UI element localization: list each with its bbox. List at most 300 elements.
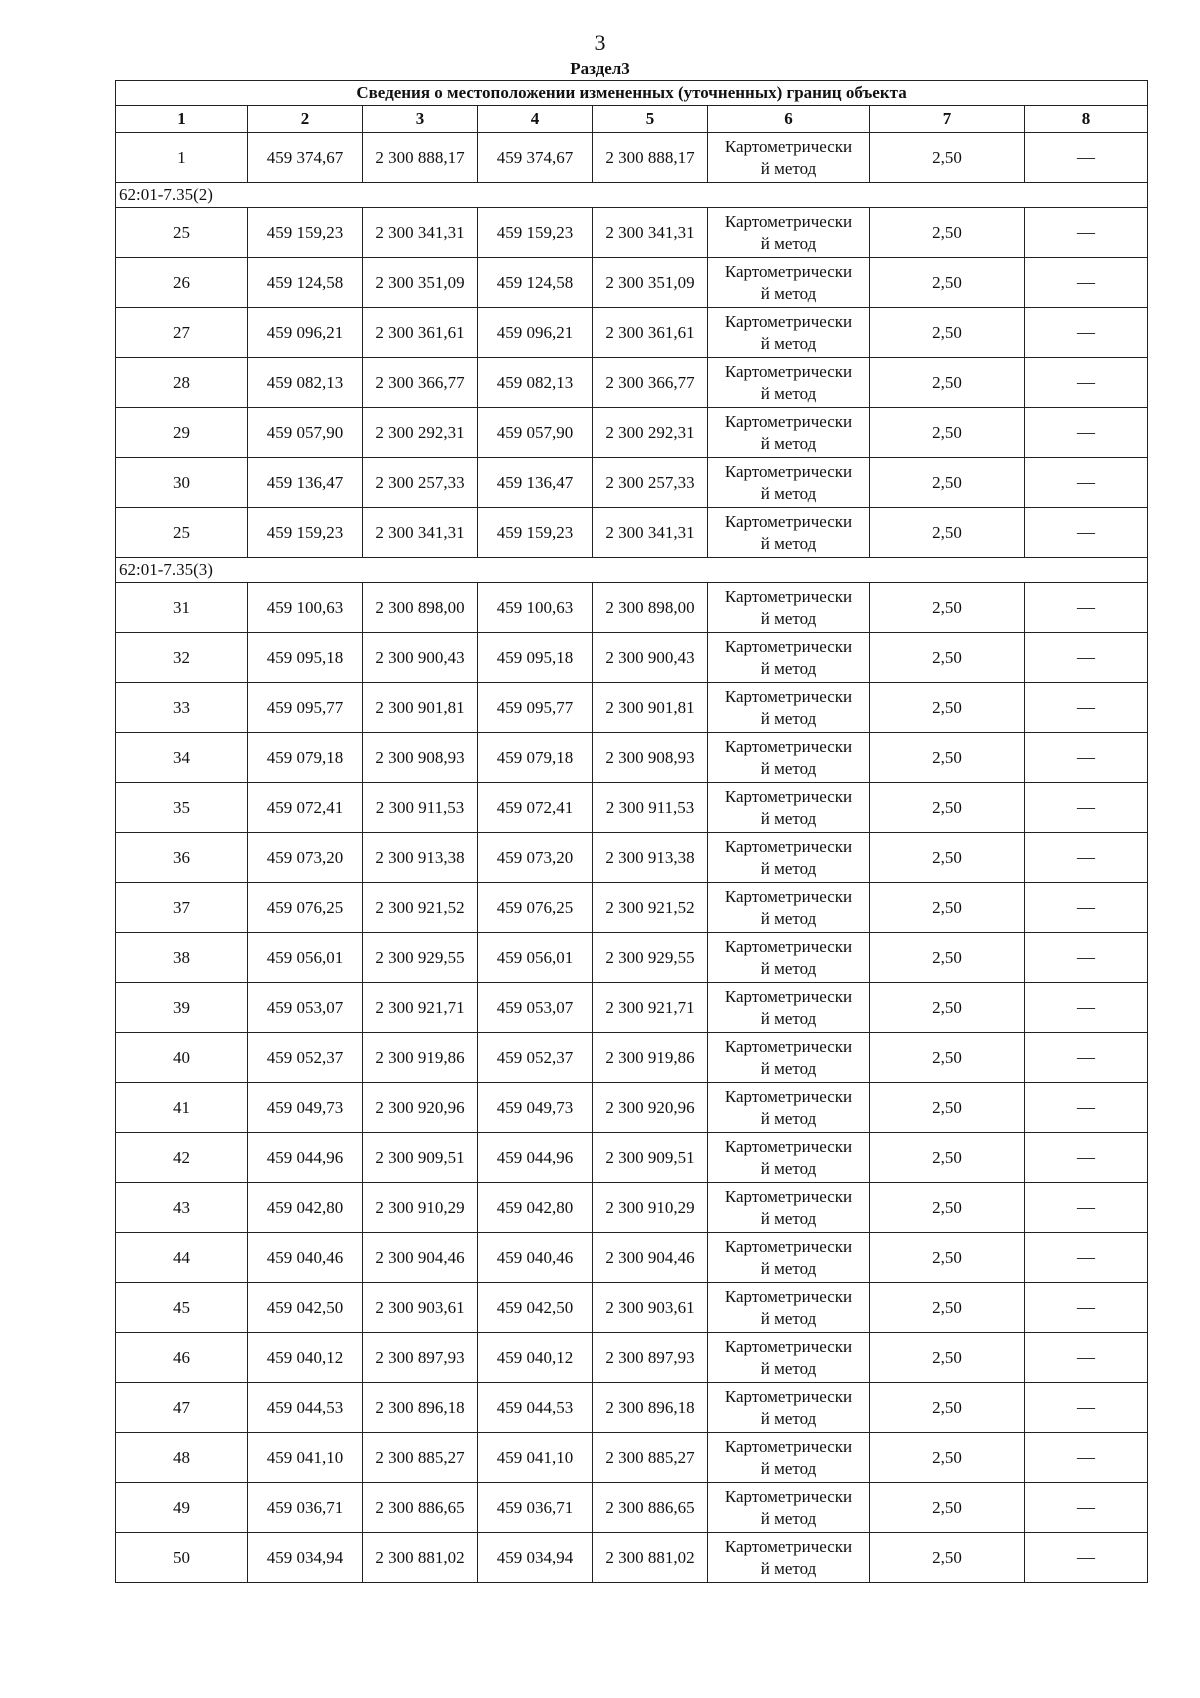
method-cell bbox=[708, 508, 870, 558]
refined-y-cell: 2 300 904,46 bbox=[593, 1233, 708, 1283]
existing-y-cell: 2 300 888,17 bbox=[363, 133, 478, 183]
description-cell: — bbox=[1025, 1483, 1148, 1533]
existing-x-cell: 459 056,01 bbox=[248, 933, 363, 983]
table-row bbox=[116, 358, 1148, 408]
existing-x-cell: 459 072,41 bbox=[248, 783, 363, 833]
point-number: 49 bbox=[116, 1483, 248, 1533]
existing-y-cell: 2 300 900,43 bbox=[363, 633, 478, 683]
precision-cell: 2,50 bbox=[870, 358, 1025, 408]
existing-y-cell: 2 300 366,77 bbox=[363, 358, 478, 408]
existing-y-cell: 2 300 341,31 bbox=[363, 208, 478, 258]
table-row bbox=[116, 1133, 1148, 1183]
method-cell bbox=[708, 783, 870, 833]
description-cell: — bbox=[1025, 1183, 1148, 1233]
refined-x-cell: 459 072,41 bbox=[478, 783, 593, 833]
description-cell: — bbox=[1025, 633, 1148, 683]
column-number: 3 bbox=[363, 106, 478, 133]
existing-x-cell: 459 079,18 bbox=[248, 733, 363, 783]
description-cell: — bbox=[1025, 1233, 1148, 1283]
precision-cell: 2,50 bbox=[870, 458, 1025, 508]
group-label: 62:01-7.35(3) bbox=[116, 558, 1148, 583]
table-caption-row bbox=[116, 81, 1148, 106]
point-number: 32 bbox=[116, 633, 248, 683]
description-cell: — bbox=[1025, 208, 1148, 258]
point-number: 36 bbox=[116, 833, 248, 883]
refined-x-cell: 459 057,90 bbox=[478, 408, 593, 458]
precision-cell: 2,50 bbox=[870, 258, 1025, 308]
existing-y-cell: 2 300 896,18 bbox=[363, 1383, 478, 1433]
precision-cell: 2,50 bbox=[870, 1033, 1025, 1083]
description-cell: — bbox=[1025, 1383, 1148, 1433]
method-line-2: й метод bbox=[760, 708, 817, 728]
column-number-row bbox=[116, 106, 1148, 133]
refined-y-cell: 2 300 898,00 bbox=[593, 583, 708, 633]
table-caption: Сведения о местоположении измененных (уточненных) границ объекта bbox=[116, 81, 1148, 106]
refined-y-cell: 2 300 886,65 bbox=[593, 1483, 708, 1533]
method-line-2: й метод bbox=[760, 808, 817, 828]
existing-y-cell: 2 300 898,00 bbox=[363, 583, 478, 633]
refined-y-cell: 2 300 901,81 bbox=[593, 683, 708, 733]
refined-x-cell: 459 044,53 bbox=[478, 1383, 593, 1433]
method-line-2: й метод bbox=[760, 483, 817, 503]
description-cell: — bbox=[1025, 1083, 1148, 1133]
method-line-2: й метод bbox=[760, 958, 817, 978]
refined-x-cell: 459 036,71 bbox=[478, 1483, 593, 1533]
precision-cell: 2,50 bbox=[870, 408, 1025, 458]
method-line-2: й метод bbox=[760, 1158, 817, 1178]
column-number: 6 bbox=[708, 106, 870, 133]
point-number: 46 bbox=[116, 1333, 248, 1383]
method-line-2: й метод bbox=[760, 1258, 817, 1278]
method-line-2: й метод bbox=[760, 1058, 817, 1078]
existing-x-cell: 459 042,80 bbox=[248, 1183, 363, 1233]
method-line-2: й метод bbox=[760, 658, 817, 678]
precision-cell: 2,50 bbox=[870, 1383, 1025, 1433]
point-number: 31 bbox=[116, 583, 248, 633]
method-line-1: Картометрически bbox=[724, 211, 853, 231]
refined-y-cell: 2 300 908,93 bbox=[593, 733, 708, 783]
description-cell: — bbox=[1025, 1283, 1148, 1333]
page-number: 3 bbox=[594, 30, 606, 55]
method-line-2: й метод bbox=[760, 1558, 817, 1578]
refined-y-cell: 2 300 911,53 bbox=[593, 783, 708, 833]
point-number: 50 bbox=[116, 1533, 248, 1583]
method-line-1: Картометрически bbox=[724, 786, 853, 806]
table-row bbox=[116, 1183, 1148, 1233]
column-number: 4 bbox=[478, 106, 593, 133]
existing-x-cell: 459 082,13 bbox=[248, 358, 363, 408]
precision-cell: 2,50 bbox=[870, 933, 1025, 983]
existing-y-cell: 2 300 903,61 bbox=[363, 1283, 478, 1333]
method-line-1: Картометрически bbox=[724, 1486, 853, 1506]
refined-x-cell: 459 159,23 bbox=[478, 208, 593, 258]
description-cell: — bbox=[1025, 683, 1148, 733]
method-cell bbox=[708, 408, 870, 458]
point-number: 34 bbox=[116, 733, 248, 783]
existing-y-cell: 2 300 911,53 bbox=[363, 783, 478, 833]
refined-y-cell: 2 300 897,93 bbox=[593, 1333, 708, 1383]
section-title: Раздел3 bbox=[570, 59, 630, 78]
refined-x-cell: 459 095,18 bbox=[478, 633, 593, 683]
point-number: 29 bbox=[116, 408, 248, 458]
existing-x-cell: 459 096,21 bbox=[248, 308, 363, 358]
method-line-1: Картометрически bbox=[724, 886, 853, 906]
refined-y-cell: 2 300 881,02 bbox=[593, 1533, 708, 1583]
refined-x-cell: 459 042,50 bbox=[478, 1283, 593, 1333]
method-line-1: Картометрически bbox=[724, 1236, 853, 1256]
method-cell bbox=[708, 1333, 870, 1383]
method-line-2: й метод bbox=[760, 1508, 817, 1528]
point-number: 41 bbox=[116, 1083, 248, 1133]
refined-x-cell: 459 041,10 bbox=[478, 1433, 593, 1483]
existing-x-cell: 459 124,58 bbox=[248, 258, 363, 308]
point-number: 25 bbox=[116, 208, 248, 258]
existing-y-cell: 2 300 910,29 bbox=[363, 1183, 478, 1233]
table-row bbox=[116, 983, 1148, 1033]
method-line-1: Картометрически bbox=[724, 836, 853, 856]
point-number: 39 bbox=[116, 983, 248, 1033]
point-number: 27 bbox=[116, 308, 248, 358]
existing-y-cell: 2 300 929,55 bbox=[363, 933, 478, 983]
precision-cell: 2,50 bbox=[870, 1083, 1025, 1133]
description-cell: — bbox=[1025, 508, 1148, 558]
method-line-1: Картометрически bbox=[724, 1386, 853, 1406]
method-cell bbox=[708, 1533, 870, 1583]
existing-x-cell: 459 041,10 bbox=[248, 1433, 363, 1483]
method-cell bbox=[708, 1133, 870, 1183]
refined-y-cell: 2 300 900,43 bbox=[593, 633, 708, 683]
precision-cell: 2,50 bbox=[870, 308, 1025, 358]
method-cell bbox=[708, 308, 870, 358]
existing-x-cell: 459 040,46 bbox=[248, 1233, 363, 1283]
table-row bbox=[116, 1483, 1148, 1533]
method-cell bbox=[708, 1483, 870, 1533]
refined-x-cell: 459 073,20 bbox=[478, 833, 593, 883]
description-cell: — bbox=[1025, 983, 1148, 1033]
refined-x-cell: 459 159,23 bbox=[478, 508, 593, 558]
precision-cell: 2,50 bbox=[870, 583, 1025, 633]
method-line-1: Картометрически bbox=[724, 936, 853, 956]
existing-x-cell: 459 053,07 bbox=[248, 983, 363, 1033]
method-line-2: й метод bbox=[760, 1458, 817, 1478]
method-line-1: Картометрически bbox=[724, 1036, 853, 1056]
existing-x-cell: 459 049,73 bbox=[248, 1083, 363, 1133]
table-row bbox=[116, 883, 1148, 933]
refined-x-cell: 459 042,80 bbox=[478, 1183, 593, 1233]
existing-x-cell: 459 036,71 bbox=[248, 1483, 363, 1533]
refined-y-cell: 2 300 896,18 bbox=[593, 1383, 708, 1433]
refined-y-cell: 2 300 903,61 bbox=[593, 1283, 708, 1333]
method-cell bbox=[708, 1083, 870, 1133]
refined-y-cell: 2 300 361,61 bbox=[593, 308, 708, 358]
method-cell bbox=[708, 1433, 870, 1483]
group-label: 62:01-7.35(2) bbox=[116, 183, 1148, 208]
refined-y-cell: 2 300 921,52 bbox=[593, 883, 708, 933]
table-row bbox=[116, 408, 1148, 458]
existing-y-cell: 2 300 881,02 bbox=[363, 1533, 478, 1583]
method-line-2: й метод bbox=[760, 158, 817, 178]
method-line-1: Картометрически bbox=[724, 461, 853, 481]
precision-cell: 2,50 bbox=[870, 1283, 1025, 1333]
method-cell bbox=[708, 208, 870, 258]
refined-y-cell: 2 300 909,51 bbox=[593, 1133, 708, 1183]
existing-y-cell: 2 300 361,61 bbox=[363, 308, 478, 358]
existing-x-cell: 459 034,94 bbox=[248, 1533, 363, 1583]
existing-y-cell: 2 300 351,09 bbox=[363, 258, 478, 308]
refined-y-cell: 2 300 885,27 bbox=[593, 1433, 708, 1483]
column-number: 1 bbox=[116, 106, 248, 133]
table-row bbox=[116, 458, 1148, 508]
table-row bbox=[116, 1333, 1148, 1383]
precision-cell: 2,50 bbox=[870, 833, 1025, 883]
column-number: 7 bbox=[870, 106, 1025, 133]
existing-x-cell: 459 100,63 bbox=[248, 583, 363, 633]
method-cell bbox=[708, 883, 870, 933]
table-row bbox=[116, 1533, 1148, 1583]
method-line-1: Картометрически bbox=[724, 1286, 853, 1306]
method-line-2: й метод bbox=[760, 1308, 817, 1328]
precision-cell: 2,50 bbox=[870, 1233, 1025, 1283]
description-cell: — bbox=[1025, 883, 1148, 933]
existing-y-cell: 2 300 920,96 bbox=[363, 1083, 478, 1133]
existing-y-cell: 2 300 921,52 bbox=[363, 883, 478, 933]
description-cell: — bbox=[1025, 1433, 1148, 1483]
precision-cell: 2,50 bbox=[870, 983, 1025, 1033]
method-line-2: й метод bbox=[760, 1208, 817, 1228]
method-cell bbox=[708, 983, 870, 1033]
method-line-1: Картометрически bbox=[724, 311, 853, 331]
table-row bbox=[116, 933, 1148, 983]
method-line-2: й метод bbox=[760, 433, 817, 453]
refined-x-cell: 459 124,58 bbox=[478, 258, 593, 308]
precision-cell: 2,50 bbox=[870, 1333, 1025, 1383]
description-cell: — bbox=[1025, 933, 1148, 983]
group-header-row bbox=[116, 183, 1148, 208]
method-line-1: Картометрически bbox=[724, 361, 853, 381]
description-cell: — bbox=[1025, 1133, 1148, 1183]
existing-y-cell: 2 300 901,81 bbox=[363, 683, 478, 733]
existing-x-cell: 459 095,18 bbox=[248, 633, 363, 683]
column-number: 2 bbox=[248, 106, 363, 133]
description-cell: — bbox=[1025, 833, 1148, 883]
method-cell bbox=[708, 1383, 870, 1433]
method-cell bbox=[708, 458, 870, 508]
description-cell: — bbox=[1025, 133, 1148, 183]
point-number: 25 bbox=[116, 508, 248, 558]
point-number: 28 bbox=[116, 358, 248, 408]
existing-x-cell: 459 040,12 bbox=[248, 1333, 363, 1383]
precision-cell: 2,50 bbox=[870, 783, 1025, 833]
point-number: 38 bbox=[116, 933, 248, 983]
refined-x-cell: 459 056,01 bbox=[478, 933, 593, 983]
point-number: 33 bbox=[116, 683, 248, 733]
method-line-2: й метод bbox=[760, 233, 817, 253]
existing-y-cell: 2 300 908,93 bbox=[363, 733, 478, 783]
existing-y-cell: 2 300 885,27 bbox=[363, 1433, 478, 1483]
method-cell bbox=[708, 733, 870, 783]
table-row bbox=[116, 1233, 1148, 1283]
existing-y-cell: 2 300 341,31 bbox=[363, 508, 478, 558]
existing-x-cell: 459 044,96 bbox=[248, 1133, 363, 1183]
table-row bbox=[116, 1283, 1148, 1333]
method-line-2: й метод bbox=[760, 333, 817, 353]
refined-x-cell: 459 100,63 bbox=[478, 583, 593, 633]
method-cell bbox=[708, 683, 870, 733]
existing-y-cell: 2 300 921,71 bbox=[363, 983, 478, 1033]
refined-x-cell: 459 095,77 bbox=[478, 683, 593, 733]
precision-cell: 2,50 bbox=[870, 1533, 1025, 1583]
existing-y-cell: 2 300 919,86 bbox=[363, 1033, 478, 1083]
description-cell: — bbox=[1025, 258, 1148, 308]
method-line-2: й метод bbox=[760, 1108, 817, 1128]
method-line-2: й метод bbox=[760, 1008, 817, 1028]
refined-y-cell: 2 300 921,71 bbox=[593, 983, 708, 1033]
existing-x-cell: 459 136,47 bbox=[248, 458, 363, 508]
table-row bbox=[116, 208, 1148, 258]
method-cell bbox=[708, 633, 870, 683]
refined-y-cell: 2 300 920,96 bbox=[593, 1083, 708, 1133]
description-cell: — bbox=[1025, 1333, 1148, 1383]
precision-cell: 2,50 bbox=[870, 1183, 1025, 1233]
method-line-1: Картометрически bbox=[724, 1336, 853, 1356]
refined-x-cell: 459 034,94 bbox=[478, 1533, 593, 1583]
method-line-1: Картометрически bbox=[724, 261, 853, 281]
existing-x-cell: 459 076,25 bbox=[248, 883, 363, 933]
point-number: 45 bbox=[116, 1283, 248, 1333]
table-row bbox=[116, 308, 1148, 358]
refined-y-cell: 2 300 919,86 bbox=[593, 1033, 708, 1083]
point-number: 43 bbox=[116, 1183, 248, 1233]
refined-y-cell: 2 300 929,55 bbox=[593, 933, 708, 983]
refined-y-cell: 2 300 341,31 bbox=[593, 508, 708, 558]
refined-x-cell: 459 040,46 bbox=[478, 1233, 593, 1283]
existing-y-cell: 2 300 913,38 bbox=[363, 833, 478, 883]
group-header-row bbox=[116, 558, 1148, 583]
table-row bbox=[116, 583, 1148, 633]
point-number: 26 bbox=[116, 258, 248, 308]
method-line-1: Картометрически bbox=[724, 1136, 853, 1156]
existing-y-cell: 2 300 292,31 bbox=[363, 408, 478, 458]
refined-y-cell: 2 300 910,29 bbox=[593, 1183, 708, 1233]
method-line-2: й метод bbox=[760, 908, 817, 928]
precision-cell: 2,50 bbox=[870, 208, 1025, 258]
precision-cell: 2,50 bbox=[870, 1133, 1025, 1183]
table-row bbox=[116, 783, 1148, 833]
method-line-2: й метод bbox=[760, 1358, 817, 1378]
point-number: 44 bbox=[116, 1233, 248, 1283]
refined-x-cell: 459 374,67 bbox=[478, 133, 593, 183]
precision-cell: 2,50 bbox=[870, 508, 1025, 558]
method-line-1: Картометрически bbox=[724, 136, 853, 156]
method-line-1: Картометрически bbox=[724, 1086, 853, 1106]
method-cell bbox=[708, 1283, 870, 1333]
existing-x-cell: 459 159,23 bbox=[248, 508, 363, 558]
existing-x-cell: 459 095,77 bbox=[248, 683, 363, 733]
precision-cell: 2,50 bbox=[870, 883, 1025, 933]
existing-y-cell: 2 300 257,33 bbox=[363, 458, 478, 508]
description-cell: — bbox=[1025, 733, 1148, 783]
existing-y-cell: 2 300 909,51 bbox=[363, 1133, 478, 1183]
point-number: 40 bbox=[116, 1033, 248, 1083]
table-row bbox=[116, 1033, 1148, 1083]
description-cell: — bbox=[1025, 308, 1148, 358]
existing-x-cell: 459 073,20 bbox=[248, 833, 363, 883]
existing-x-cell: 459 374,67 bbox=[248, 133, 363, 183]
table-row bbox=[116, 733, 1148, 783]
refined-y-cell: 2 300 257,33 bbox=[593, 458, 708, 508]
existing-x-cell: 459 052,37 bbox=[248, 1033, 363, 1083]
table-row bbox=[116, 633, 1148, 683]
description-cell: — bbox=[1025, 358, 1148, 408]
method-line-1: Картометрически bbox=[724, 636, 853, 656]
refined-x-cell: 459 049,73 bbox=[478, 1083, 593, 1133]
existing-x-cell: 459 057,90 bbox=[248, 408, 363, 458]
point-number: 35 bbox=[116, 783, 248, 833]
method-line-2: й метод bbox=[760, 283, 817, 303]
column-number: 5 bbox=[593, 106, 708, 133]
method-line-2: й метод bbox=[760, 383, 817, 403]
method-cell bbox=[708, 1183, 870, 1233]
description-cell: — bbox=[1025, 1033, 1148, 1083]
refined-y-cell: 2 300 351,09 bbox=[593, 258, 708, 308]
table-row bbox=[116, 1433, 1148, 1483]
method-line-1: Картометрически bbox=[724, 511, 853, 531]
precision-cell: 2,50 bbox=[870, 633, 1025, 683]
precision-cell: 2,50 bbox=[870, 1483, 1025, 1533]
method-line-1: Картометрически bbox=[724, 411, 853, 431]
description-cell: — bbox=[1025, 408, 1148, 458]
refined-y-cell: 2 300 341,31 bbox=[593, 208, 708, 258]
method-line-2: й метод bbox=[760, 858, 817, 878]
precision-cell: 2,50 bbox=[870, 733, 1025, 783]
table-row bbox=[116, 1083, 1148, 1133]
method-line-1: Картометрически bbox=[724, 1536, 853, 1556]
refined-x-cell: 459 053,07 bbox=[478, 983, 593, 1033]
method-line-2: й метод bbox=[760, 758, 817, 778]
point-number: 47 bbox=[116, 1383, 248, 1433]
description-cell: — bbox=[1025, 1533, 1148, 1583]
method-cell bbox=[708, 933, 870, 983]
method-cell bbox=[708, 1033, 870, 1083]
boundary-coordinates-table bbox=[115, 80, 1148, 1583]
table-body bbox=[116, 133, 1148, 1583]
method-line-1: Картометрически bbox=[724, 1186, 853, 1206]
precision-cell: 2,50 bbox=[870, 1433, 1025, 1483]
method-cell bbox=[708, 133, 870, 183]
method-cell bbox=[708, 583, 870, 633]
description-cell: — bbox=[1025, 583, 1148, 633]
point-number: 1 bbox=[116, 133, 248, 183]
method-line-1: Картометрически bbox=[724, 1436, 853, 1456]
table-row bbox=[116, 508, 1148, 558]
point-number: 37 bbox=[116, 883, 248, 933]
method-line-1: Картометрически bbox=[724, 586, 853, 606]
method-cell bbox=[708, 258, 870, 308]
refined-y-cell: 2 300 888,17 bbox=[593, 133, 708, 183]
description-cell: — bbox=[1025, 458, 1148, 508]
table-row bbox=[116, 258, 1148, 308]
point-number: 48 bbox=[116, 1433, 248, 1483]
existing-y-cell: 2 300 897,93 bbox=[363, 1333, 478, 1383]
method-line-1: Картометрически bbox=[724, 986, 853, 1006]
table-row bbox=[116, 1383, 1148, 1433]
description-cell: — bbox=[1025, 783, 1148, 833]
method-line-1: Картометрически bbox=[724, 686, 853, 706]
method-line-2: й метод bbox=[760, 533, 817, 553]
point-number: 30 bbox=[116, 458, 248, 508]
refined-y-cell: 2 300 366,77 bbox=[593, 358, 708, 408]
existing-y-cell: 2 300 886,65 bbox=[363, 1483, 478, 1533]
